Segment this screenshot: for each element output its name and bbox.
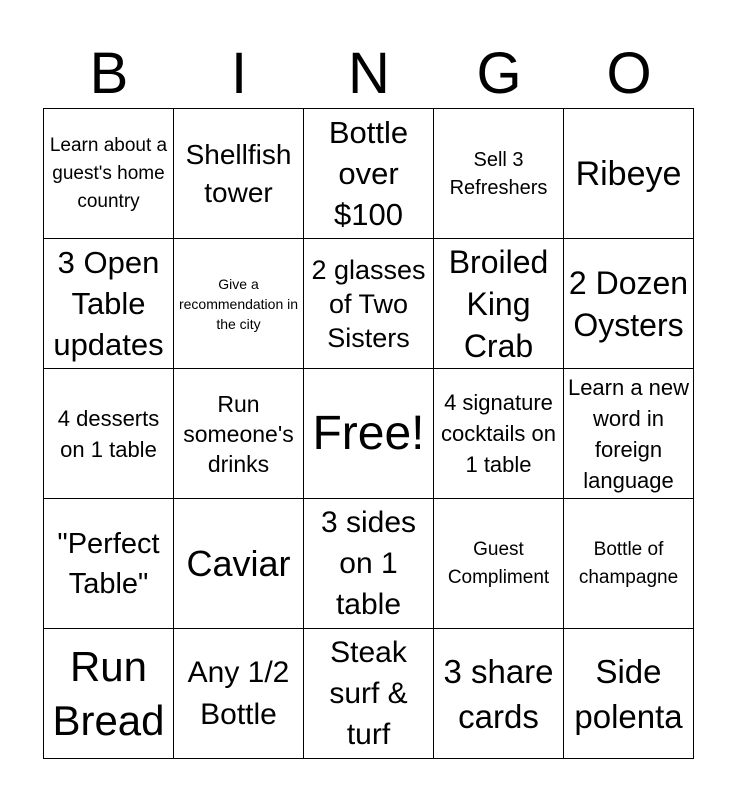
bingo-cell[interactable] xyxy=(564,369,694,499)
bingo-cell[interactable] xyxy=(434,369,564,499)
bingo-cell-text: 3 Open Table updates xyxy=(53,245,164,362)
header-letter-g: G xyxy=(476,41,522,106)
bingo-cell-text: 3 sides on 1 table xyxy=(320,506,417,621)
bingo-cell[interactable] xyxy=(434,629,564,759)
bingo-cell[interactable] xyxy=(304,499,434,629)
bingo-cell-text: Learn about a guest's home country xyxy=(49,134,168,212)
bingo-cell-text: Ribeye xyxy=(575,154,682,193)
bingo-cell[interactable] xyxy=(44,109,174,239)
bingo-cell-text: 3 share cards xyxy=(443,652,554,735)
bingo-cell-text: Bottle of champagne xyxy=(578,538,679,588)
bingo-cell-text: Side polenta xyxy=(574,652,683,735)
bingo-cell-text: "Perfect Table" xyxy=(57,527,160,600)
bingo-cell-text: Learn a new word in foreign language xyxy=(567,374,690,493)
bingo-cell[interactable] xyxy=(44,369,174,499)
bingo-cell-text: Bottle over $100 xyxy=(328,115,409,232)
bingo-card-grid xyxy=(43,108,694,759)
header-letter-b: B xyxy=(89,41,129,106)
bingo-cell[interactable] xyxy=(564,499,694,629)
bingo-cell[interactable] xyxy=(174,369,304,499)
bingo-cell[interactable] xyxy=(434,109,564,239)
bingo-cell-text: Run Bread xyxy=(52,642,165,744)
bingo-cell[interactable] xyxy=(174,499,304,629)
bingo-cell[interactable] xyxy=(564,109,694,239)
bingo-cell[interactable] xyxy=(434,499,564,629)
bingo-cell[interactable] xyxy=(564,239,694,369)
bingo-header xyxy=(44,40,694,108)
bingo-cell-free[interactable] xyxy=(304,369,434,499)
header-letter-i: I xyxy=(230,41,248,106)
bingo-cell-text: 4 desserts on 1 table xyxy=(57,405,160,462)
bingo-cell-text: Sell 3 Refreshers xyxy=(449,148,548,199)
bingo-cell-text: Give a recommendation in the city xyxy=(178,275,299,332)
bingo-cell[interactable] xyxy=(174,239,304,369)
bingo-cell-text: Caviar xyxy=(186,542,291,584)
bingo-cell[interactable] xyxy=(174,629,304,759)
bingo-cell[interactable] xyxy=(304,109,434,239)
bingo-cell-text: Broiled King Crab xyxy=(448,243,549,364)
bingo-cell-text: Guest Compliment xyxy=(447,538,550,588)
bingo-cell[interactable] xyxy=(304,629,434,759)
bingo-cell-text: Any 1/2 Bottle xyxy=(187,655,290,731)
bingo-cell[interactable] xyxy=(174,109,304,239)
bingo-cell[interactable] xyxy=(434,239,564,369)
bingo-cell-text: Steak surf & turf xyxy=(329,636,408,751)
bingo-cell-text: Free! xyxy=(312,406,425,460)
bingo-cell[interactable] xyxy=(44,499,174,629)
bingo-cell[interactable] xyxy=(304,239,434,369)
bingo-cell[interactable] xyxy=(44,629,174,759)
bingo-cell-text: 4 signature cocktails on 1 table xyxy=(441,390,556,477)
bingo-cell-text: Run someone's drinks xyxy=(183,390,294,477)
bingo-cell[interactable] xyxy=(44,239,174,369)
bingo-cell-text: Shellfish tower xyxy=(185,138,292,208)
header-letter-o: O xyxy=(606,41,652,106)
bingo-cell[interactable] xyxy=(564,629,694,759)
header-letter-n: N xyxy=(348,41,390,106)
bingo-cell-text: 2 Dozen Oysters xyxy=(568,264,689,343)
bingo-cell-text: 2 glasses of Two Sisters xyxy=(311,254,426,353)
